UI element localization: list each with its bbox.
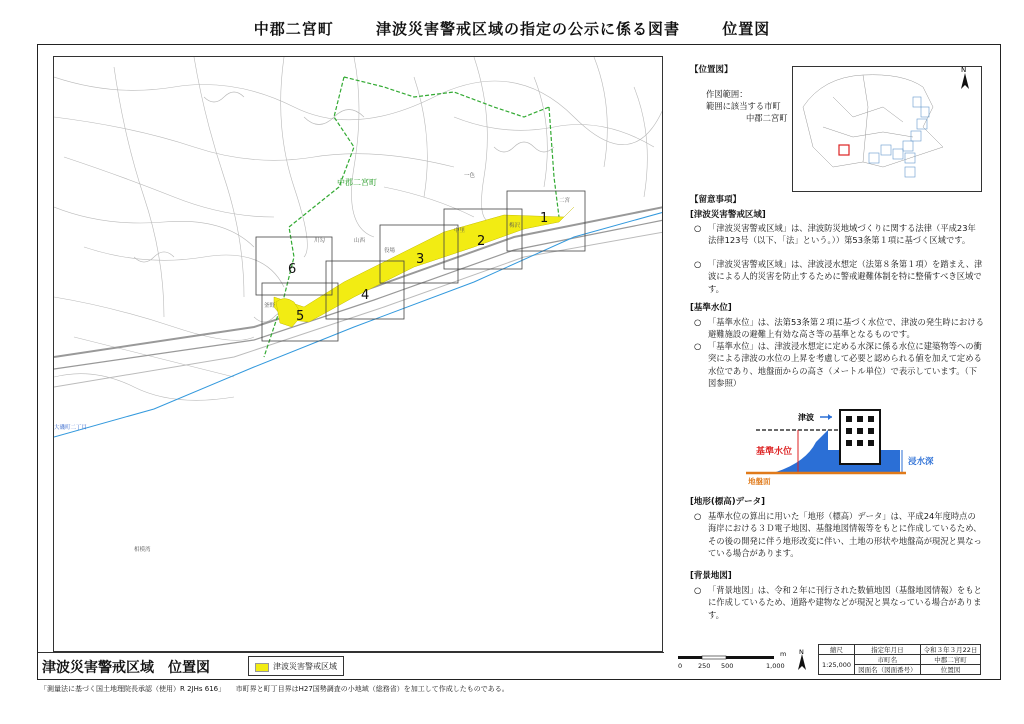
base-note-1: [694, 316, 984, 341]
zone-label-6[interactable]: 6: [288, 262, 297, 277]
base-note-2: [694, 340, 984, 390]
bullet: ○: [694, 511, 702, 521]
header-town: 中郡二宮町: [253, 20, 334, 38]
place-label: 釜野: [264, 303, 276, 309]
place-label: 役場: [384, 248, 396, 254]
scale-value: 1:25,000: [819, 655, 855, 675]
base-header: [基準水位]: [690, 303, 732, 313]
north-arrow-icon: [961, 73, 969, 89]
diagram-ground: 地盤面: [748, 477, 771, 486]
map-canvas: [54, 57, 663, 652]
zone-label-1[interactable]: 1: [540, 211, 549, 226]
north-arrow-footer-icon: [795, 648, 809, 672]
place-label: 中里: [454, 228, 466, 234]
scale-label: 縮尺: [819, 645, 855, 655]
legend: [248, 656, 344, 676]
loc-scope-value: 中郡二宮町: [746, 113, 788, 123]
main-roads: [54, 207, 663, 387]
notes-header: 【留意事項】: [690, 195, 742, 205]
diagram-tsunami: 津波: [798, 413, 814, 422]
coastline: [54, 212, 663, 437]
zone-label-4[interactable]: 4: [361, 288, 370, 303]
base-text-2: 「基準水位」は、津波浸水想定に定める水深に係る水位に建築物等への衝突による津波の水位の上昇を考慮して必要と認められる値を加えて定める水位であり、地盤面からの高さ（メートル単位）で表示しています。（下図参照）: [708, 341, 982, 389]
bullet: ○: [694, 341, 702, 351]
map-footer: [38, 652, 664, 680]
zone-label-2[interactable]: 2: [477, 234, 486, 249]
legend-label: 津波災害警戒区域: [273, 662, 337, 671]
zone-label-3[interactable]: 3: [416, 252, 425, 267]
index-map-canvas: [793, 67, 981, 191]
place-label: 梅沢: [509, 223, 521, 229]
scale-tick-1000: 1,000: [766, 662, 785, 670]
place-label: 一色: [464, 173, 476, 179]
date-label: 指定年月日: [855, 645, 921, 655]
footnote: 「測量法に基づく国土地理院長承認（使用）R 2JHs 616」 市町界と町丁目界はH27国勢調査の小地域（総務省）を加工して作成したものである。: [40, 685, 509, 693]
scale-tick-250: 250: [698, 662, 711, 670]
bullet: ○: [694, 259, 702, 269]
sheet-label: 図面名（図面番号）: [855, 665, 921, 675]
zone-text-2: 「津波災害警戒区域」は、津波浸水想定（法第８条第１項）を踏まえ、津波による人的災害を防止するために警戒避難体制を特に整備すべき区域です。: [708, 259, 983, 294]
sheet-value: 位置図: [920, 665, 981, 675]
place-label: 大磯町二丁目: [54, 425, 88, 431]
diagram-depth: 浸水深: [908, 457, 934, 467]
zone-header: [津波災害警戒区域]: [690, 210, 766, 220]
bg-text: 「背景地図」は、令和２年に刊行された数値地図（基盤地図情報）をもとに作成しているため、道路や建物などが現況と異なっている場合があります。: [708, 585, 982, 620]
city-label: 市町名: [855, 655, 921, 665]
loc-header: 【位置図】: [690, 65, 733, 75]
bullet: ○: [694, 585, 702, 595]
page-header: [0, 18, 1024, 39]
scale-tick-0: 0: [678, 662, 683, 670]
header-subtitle: 位置図: [722, 20, 771, 38]
map-footer-title: 津波災害警戒区域 位置図: [42, 660, 210, 676]
city-value: 中郡二宮町: [920, 655, 981, 665]
zone-label-5[interactable]: 5: [296, 309, 305, 324]
place-label: 川勾: [314, 238, 326, 244]
legend-swatch: [255, 663, 269, 672]
bg-header: [背景地図]: [690, 571, 732, 581]
zone-text-1: 「津波災害警戒区域」は、津波防災地域づくりに関する法律（平成23年法律123号（以下、「法」という。））第53条第１項に基づく区域です。: [708, 223, 976, 246]
base-text-1: 「基準水位」は、法第53条第２項に基づく水位で、津波の発生時における避難施設の避難上有効な高さ等の基準となるものです。: [708, 317, 984, 340]
bullet: ○: [694, 223, 702, 233]
terrain-note: [694, 510, 984, 560]
scale-tick-500: 500: [721, 662, 734, 670]
terrain-header: [地形(標高)データ]: [690, 497, 766, 507]
date-value: 令和３年３月22日: [920, 645, 981, 655]
sheet-info-table: [818, 644, 981, 675]
header-title: 津波災害警戒区域の指定の公示に係る図書: [375, 20, 680, 38]
zone-note-2: [694, 258, 984, 295]
minor-roads: [54, 57, 663, 400]
loc-scope-desc: 範囲に該当する市町: [706, 101, 781, 111]
place-label: 二宮: [559, 198, 571, 204]
zone-note-1: [694, 222, 984, 247]
north-footer-label: N: [799, 648, 804, 656]
town-label: 中郡二宮町: [337, 178, 377, 187]
map-area[interactable]: [53, 56, 663, 652]
diagram-base-level: 基準水位: [756, 447, 793, 457]
info-panel: [672, 56, 990, 652]
place-label: 山西: [354, 238, 366, 244]
bg-note: [694, 584, 984, 621]
flow-arrow-icon: [828, 414, 832, 420]
terrain-text: 基準水位の算出に用いた「地形（標高）データ」は、平成24年度時点の海岸における３Ｄ電子地図、基盤地図情報等をもとに作成しているため、その後の開発に伴う地形改変に伴い、土地の形状や地盤高が現況と異なっている場合があります。: [708, 511, 982, 559]
north-label: N: [961, 67, 967, 74]
index-highlight: [839, 145, 849, 155]
loc-scope-label: 作図範囲：: [706, 89, 748, 99]
index-map: [792, 66, 982, 192]
base-level-diagram: [736, 402, 956, 488]
scale-unit: m: [780, 650, 787, 658]
place-label: 相模湾: [134, 547, 151, 553]
bullet: ○: [694, 317, 702, 327]
